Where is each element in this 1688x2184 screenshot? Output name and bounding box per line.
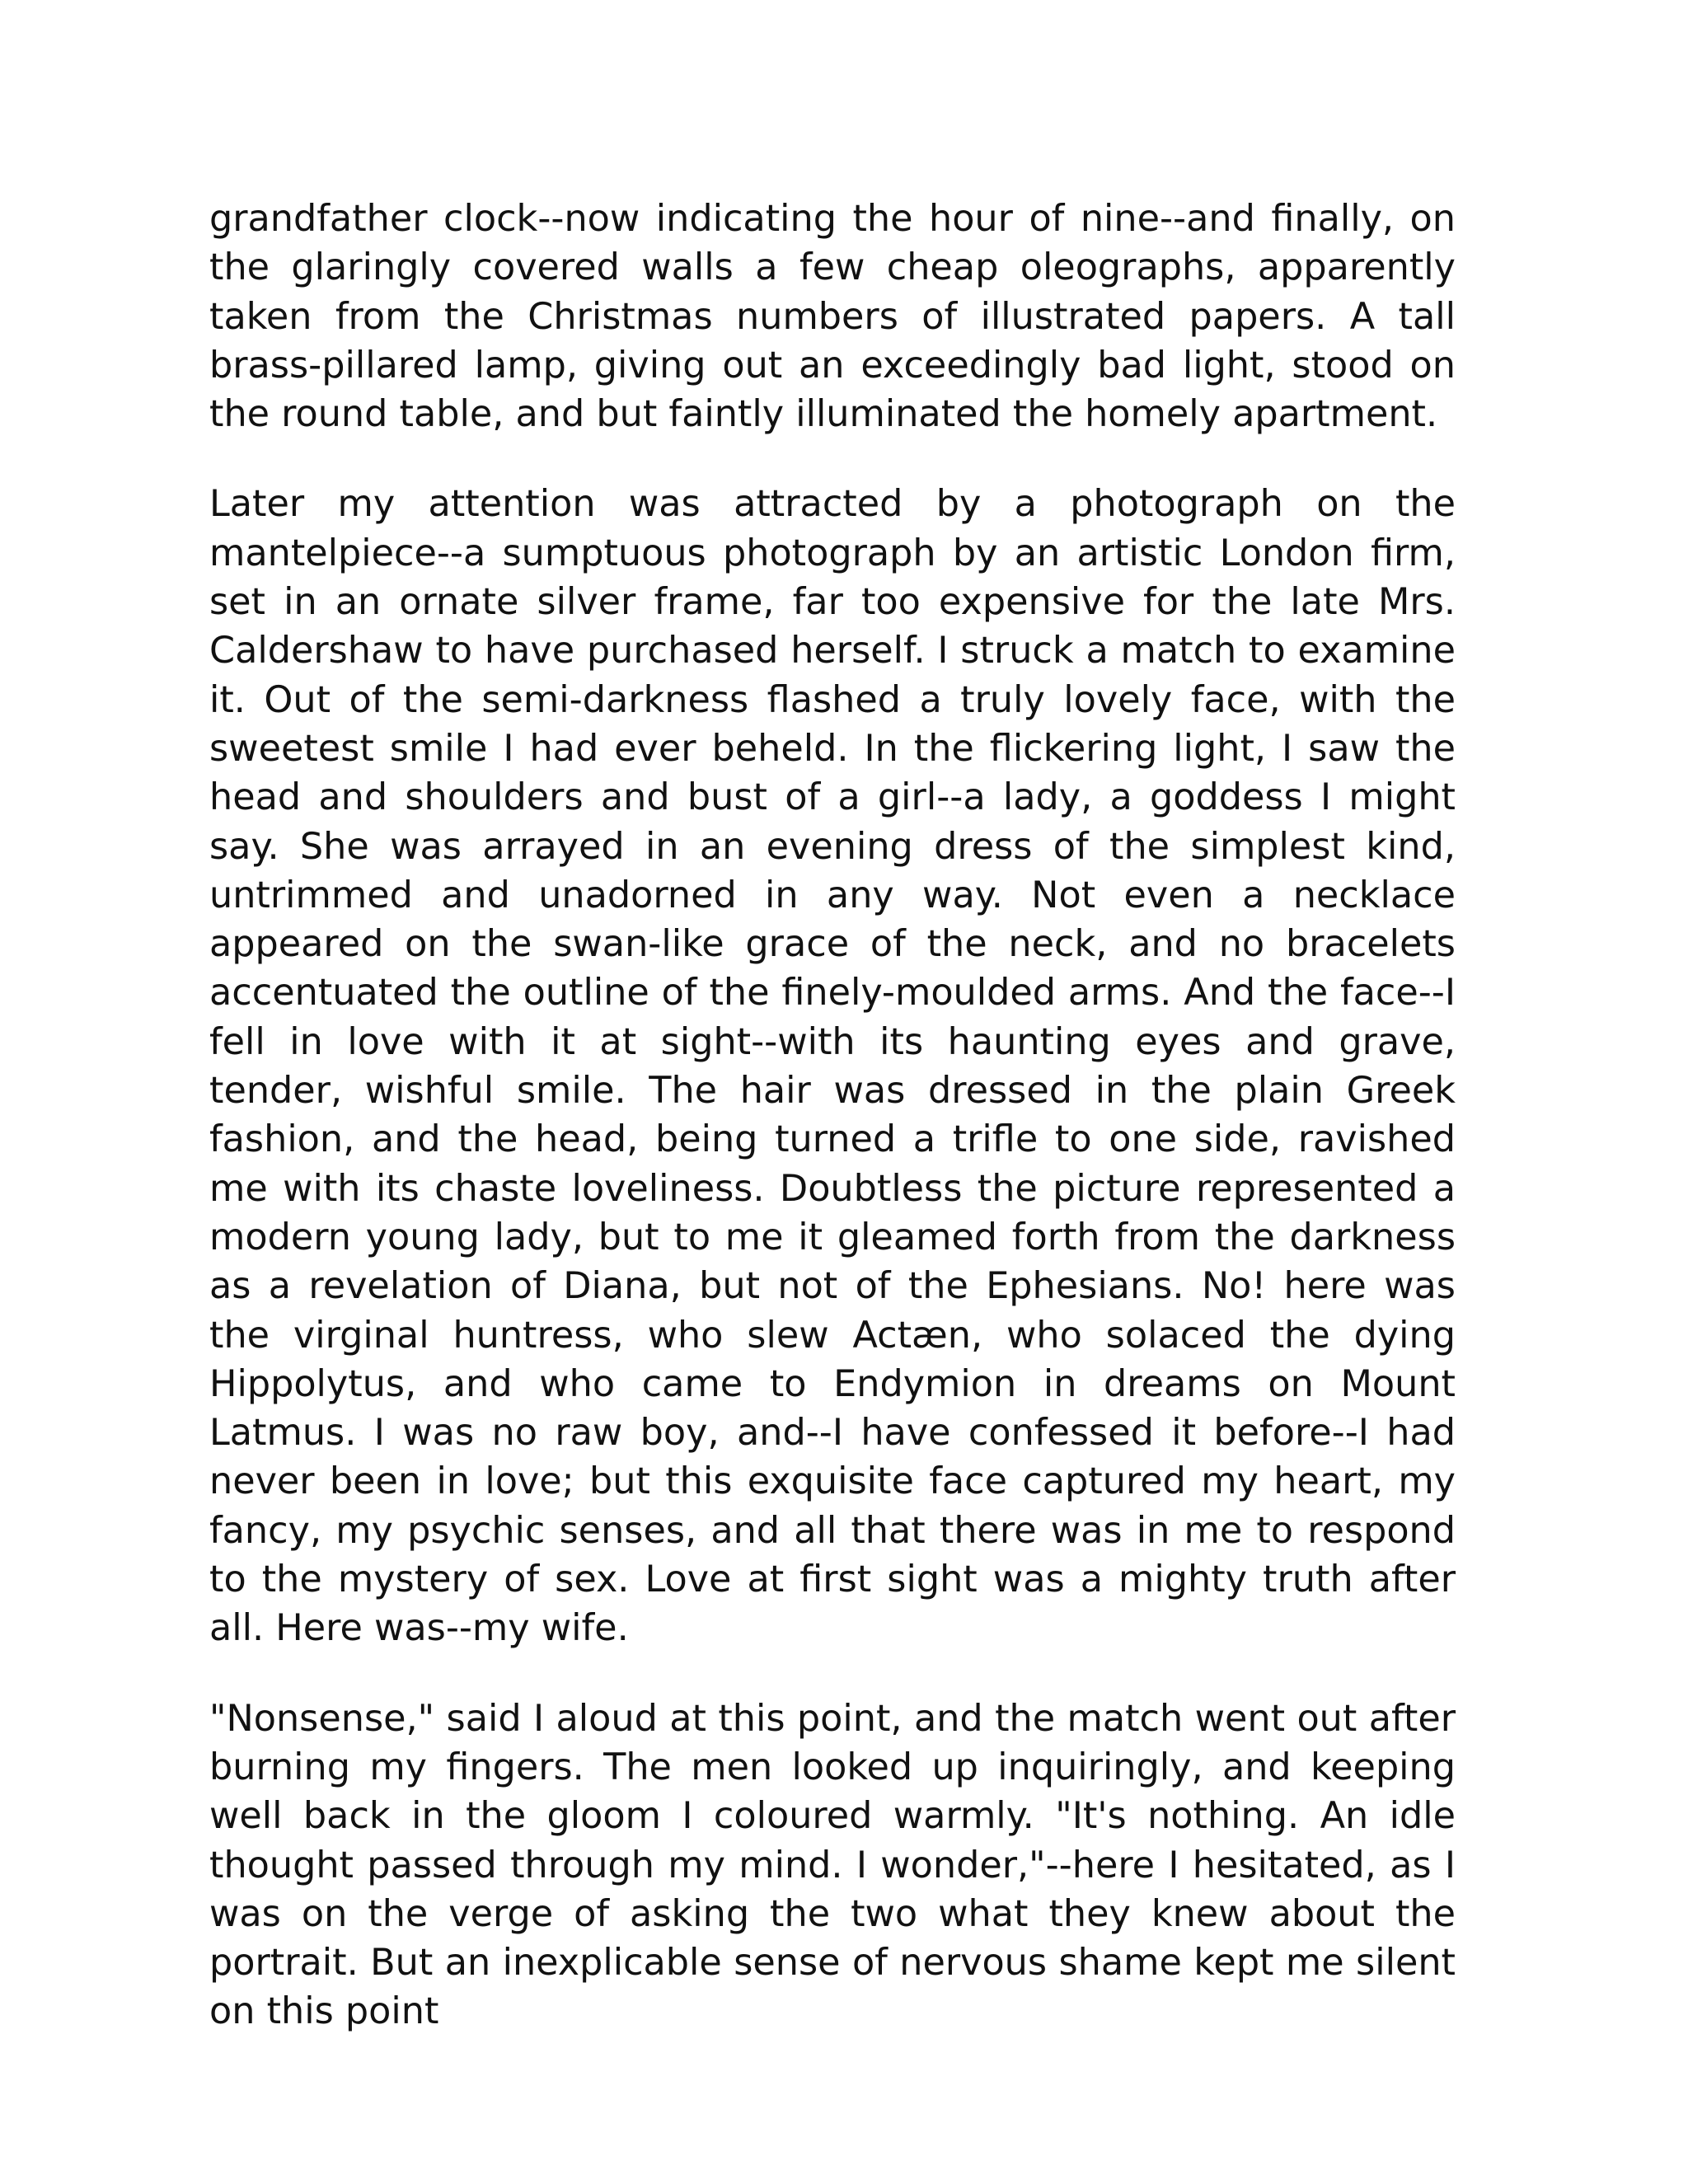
paragraph-3: "Nonsense," said I aloud at this point, and the match went out after burning my fingers. The men looked up inquiringly, and keeping well back in the gloom I coloured warmly. "It's nothing. An idle thought passed through my mind. I wonder,"--here I hesitated, as I was on the verge of asking the two what they knew about the portrait. But an inexplicable sense of nervous shame kept me silent on this point (209, 1697, 1456, 2033)
paragraph-2: Later my attention was attracted by a photograph on the mantelpiece--a sumptuous photograph by an artistic London firm, set in an ornate silver frame, far too expensive for the late Mrs. Caldershaw to have purchased herself. I struck a match to examine it. Out of the semi-darkness flashed a truly lovely face, with the sweetest smile I had ever beheld. In the flickering light, I saw the head and shoulders and bust of a girl--a lady, a goddess I might say. She was arrayed in an evening dress of the simplest kind, untrimmed and unadorned in any way. Not even a necklace appeared on the swan-like grace of the neck, and no bracelets accentuated the outline of the finely-moulded arms. And the face--I fell in love with it at sight--with its haunting eyes and grave, tender, wishful smile. The hair was dressed in the plain Greek fashion, and the head, being turned a trifle to one side, ravished me with its chaste loveliness. Doubtless the picture represented a modern young lady, but to me it gleamed forth from the darkness as a revelation of Diana, but not of the Ephesians. No! here was the virginal huntress, who slew Actæn, who solaced the dying Hippolytus, and who came to Endymion in dreams on Mount Latmus. I was no raw boy, and--I have confessed it before--I had never been in love; but this exquisite face captured my heart, my fancy, my psychic senses, and all that there was in me to respond to the mystery of sex. Love at first sight was a mighty truth after all. Here was--my wife. (209, 483, 1456, 1650)
paragraph-1: grandfather clock--now indicating the hour of nine--and finally, on the glaringly covered walls a few cheap oleographs, apparently taken from the Christmas numbers of illustrated papers. A tall brass-pillared lamp, giving out an exceedingly bad light, stood on the round table, and but faintly illuminated the homely apartment. (209, 198, 1456, 436)
page-body (209, 194, 1456, 2036)
